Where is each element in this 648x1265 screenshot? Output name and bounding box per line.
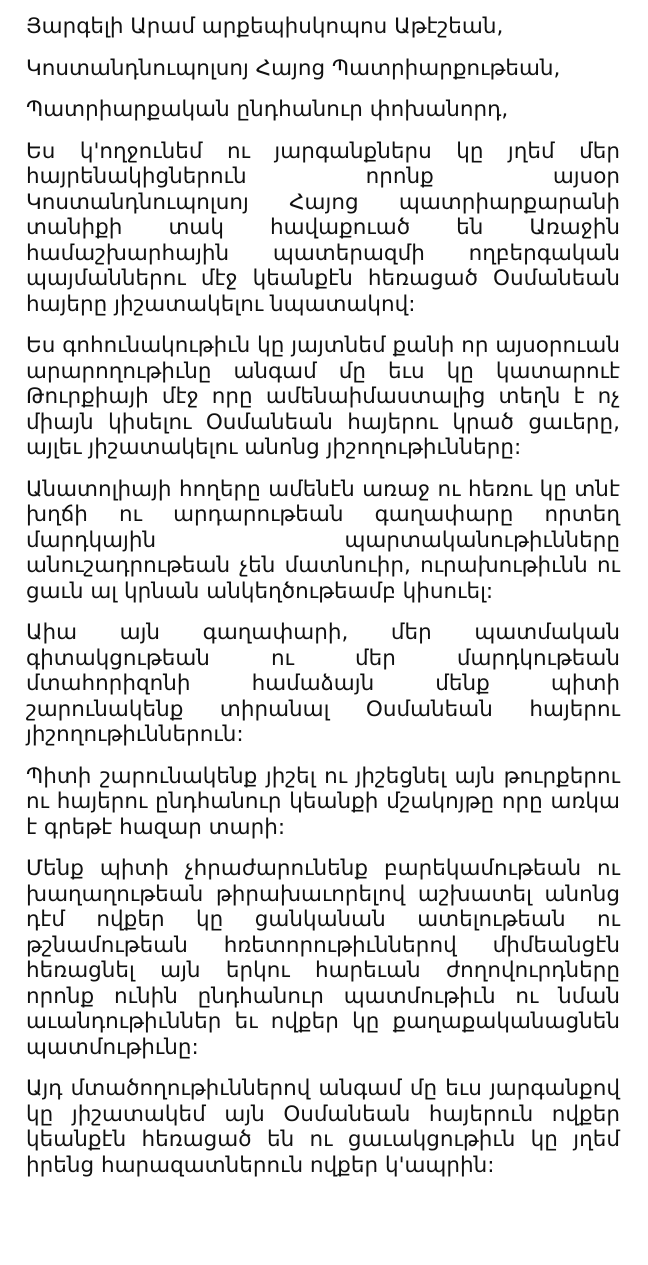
paragraph: Աիա այն գաղափարի, մեր պատմական գիտակցութեան ու մեր մարդկութեան մտահորիզոնի համաձայն մենք պիտի շարունակենք տիրանալ Օսմանեան հայերու յիշողութիւններուն: xyxy=(26,620,620,747)
paragraph: Մենք պիտի չհրաժարունենք բարեկամութեան ու խաղաղութեան թիրախաւորելով աշխատել անոնց դէմ ովքեր կը ցանկանան ատելութեան ու թշնամութեան հռետորութիւններով միմեանցէն հեռացնել այն երկու հարեւան ժողովուրդները որոնք ունին ընդհանուր պատմութիւն ու նման աւանդութիւններ եւ ովքեր կը քաղաքականացնեն պատմութիւնը: xyxy=(26,856,620,1060)
salutation-line: Կոստանդնուպոլսոյ Հայոց Պատրիարքութեան, xyxy=(26,55,561,81)
salutation-line: Յարգելի Արամ արքեպիսկոպոս Աթէշեան, xyxy=(26,14,504,39)
paragraph: Այդ մտածողութիւններով անգամ մը եւս յարգանքով կը յիշատակեմ այն Օսմանեան հայերուն ովքեր կեանքէն հեռացած են ու ցաւակցութիւն կը յղեմ իրենց հարազատներուն ովքեր կ'ապրին: xyxy=(26,1076,620,1178)
paragraph: Ես կ'ողջունեմ ու յարգանքներս կը յղեմ մեր հայրենակիցներուն որոնք այսօր Կոստանդնուպոլսոյ Հայոց պատրիարքարանի տանիքի տակ հավաքուած են Առաջին համաշխարհային պատերազմի ողբերգական պայմաններու մէջ կեանքէն հեռացած Օսմանեան հայերը յիշատակելու նպատակով: xyxy=(26,138,620,317)
paragraph: Անատոլիայի հողերը ամենէն առաջ ու հեռու կը տնէ խղճի ու արդարութեան գաղափարը որտեղ մարդկային պարտականութիւնները անուշադրութեան չեն մատնուիր, ուրախութիւնն ու ցաւն ալ կրնան անկեղծութեամբ կիսուել: xyxy=(26,476,620,604)
paragraph: Պիտի շարունակենք յիշել ու յիշեցնել այն թուրքերու ու հայերու ընդհանուր կեանքի մշակոյթը որը առկա է գրեթէ հազար տարի: xyxy=(26,763,620,840)
salutation-line: Պատրիարքական ընդհանուր փոխանորդ, xyxy=(26,97,509,122)
paragraph: Ես գոհունակութիւն կը յայտնեմ քանի որ այսօրուան արարողութիւնը անգամ մը եւս կը կատարուէ Թուրքիայի մէջ որը ամենաիմաստալից տեղն է ոչ միայն կիսելու Օսմանեան հայերու կրած ցաւերը, այլեւ յիշատակելու անոնց յիշողութիւնները: xyxy=(26,333,620,460)
letter-body xyxy=(26,14,620,1194)
